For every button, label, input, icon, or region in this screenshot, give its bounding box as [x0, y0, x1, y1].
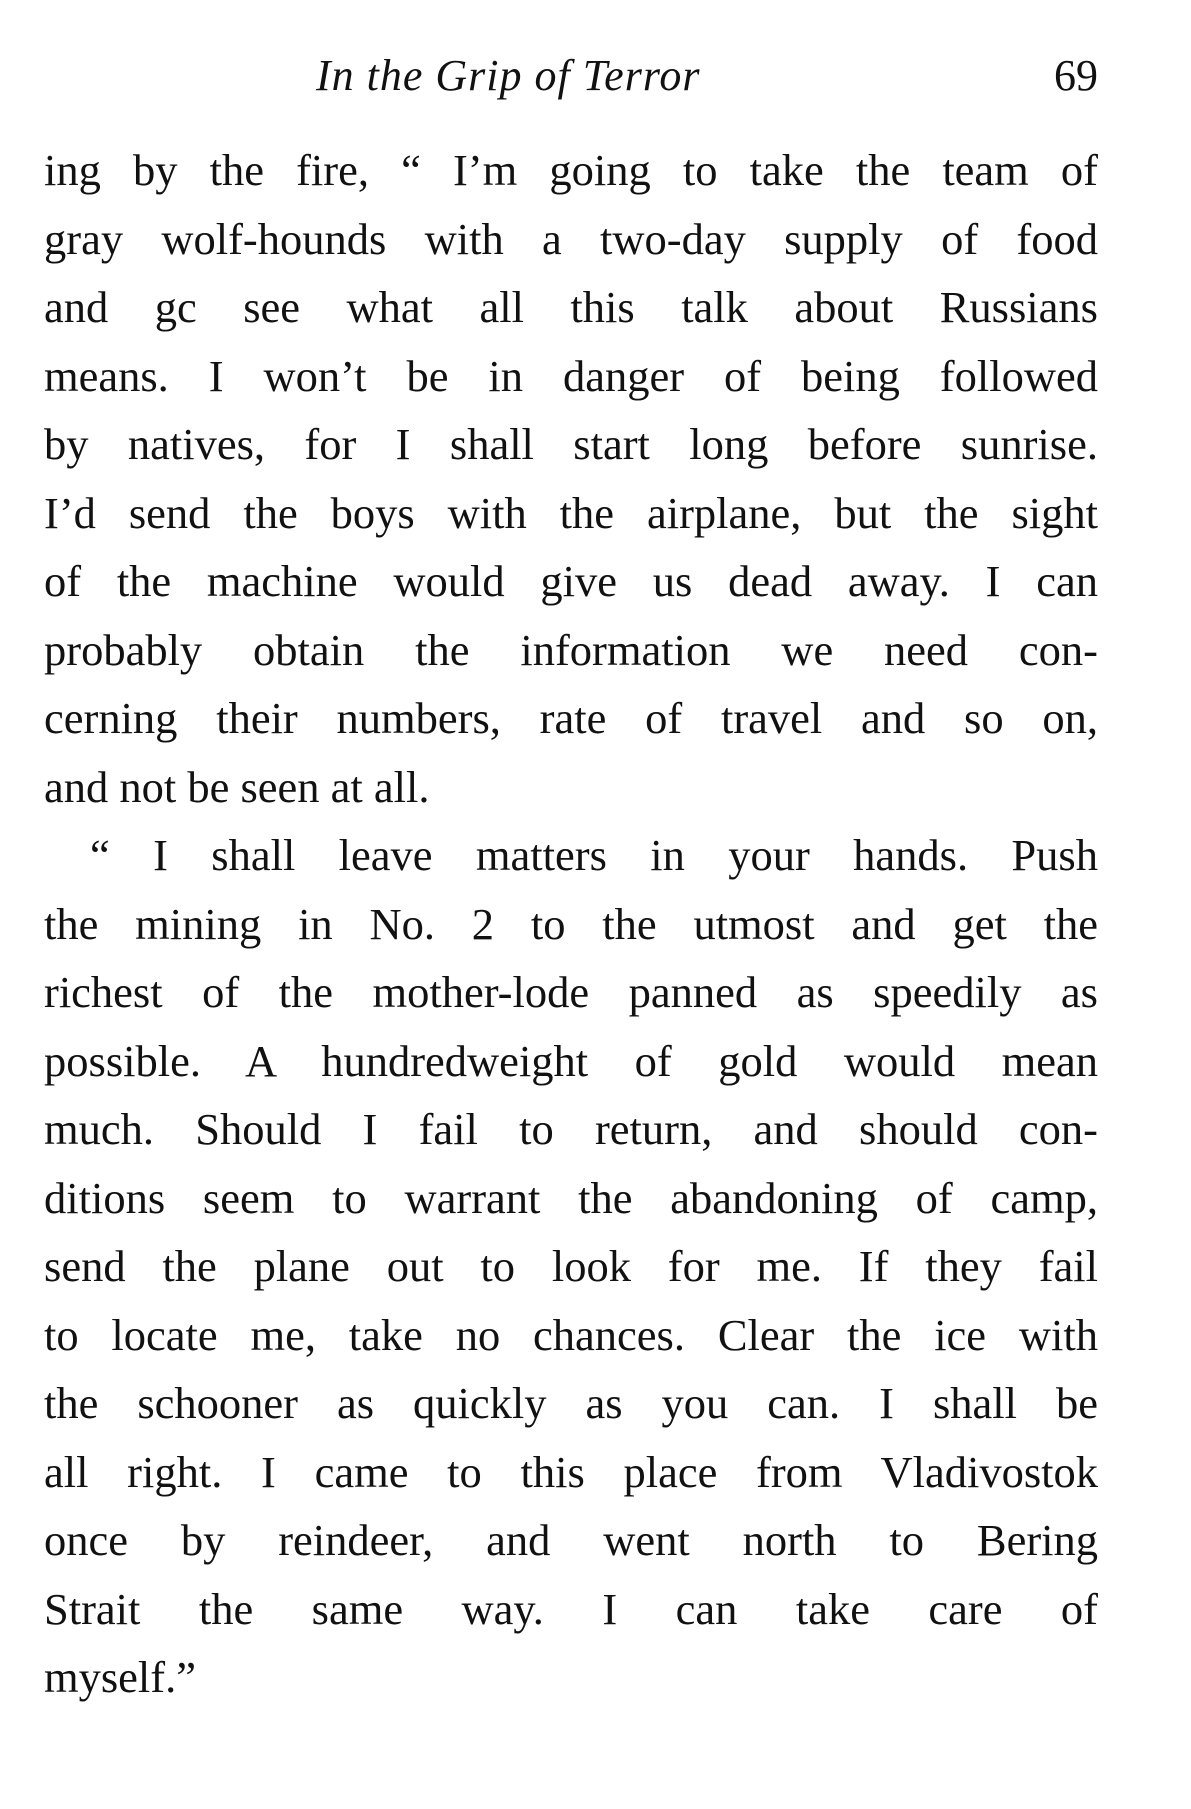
text-line: of the machine would give us dead away. I can — [44, 556, 1098, 606]
paragraph — [44, 136, 1098, 821]
body-text — [44, 136, 1098, 1712]
text-line: and gc see what all this talk about Russians — [44, 282, 1098, 332]
text-line: once by reindeer, and went north to Bering — [44, 1515, 1098, 1565]
text-line: the mining in No. 2 to the utmost and get the — [44, 898, 1098, 949]
text-line: by natives, for I shall start long before sunrise. — [44, 419, 1098, 469]
text-line: possible. A hundredweight of gold would mean — [44, 1035, 1098, 1086]
text-line: “ I shall leave matters in your hands. Push — [90, 830, 1098, 880]
text-line: richest of the mother-lode panned as speedily as — [44, 967, 1098, 1017]
text-line: cerning their numbers, rate of travel and so on, — [44, 693, 1098, 743]
text-line: ditions seem to warrant the abandoning of camp, — [44, 1172, 1098, 1223]
text-line: and not be seen at all. — [44, 761, 430, 812]
text-line: to locate me, take no chances. Clear the ice with — [44, 1309, 1098, 1360]
page-header — [44, 46, 1098, 106]
text-line: much. Should I fail to return, and should con- — [44, 1104, 1098, 1154]
text-line: the schooner as quickly as you can. I shall be — [44, 1378, 1098, 1428]
text-line: Strait the same way. I can take care of — [44, 1583, 1098, 1634]
text-line: ing by the fire, “ I’m going to take the team of — [44, 145, 1098, 195]
text-line: myself.” — [44, 1652, 196, 1702]
text-line: all right. I came to this place from Vladivostok — [44, 1446, 1098, 1497]
text-line: gray wolf-hounds with a two-day supply of food — [44, 213, 1098, 264]
text-line: I’d send the boys with the airplane, but the sight — [44, 487, 1098, 538]
paragraph — [44, 821, 1098, 1712]
text-line: means. I won’t be in danger of being followed — [44, 350, 1098, 401]
text-line: probably obtain the information we need con- — [44, 624, 1098, 675]
running-title: In the Grip of Terror — [316, 51, 701, 100]
page-number: 69 — [1054, 51, 1098, 100]
text-line: send the plane out to look for me. If they fail — [44, 1241, 1098, 1291]
